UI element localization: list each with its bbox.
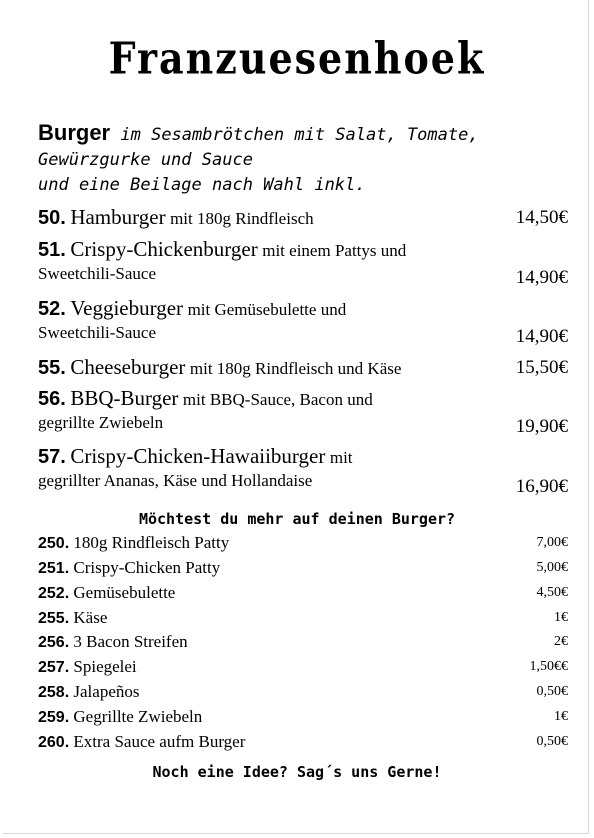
item-number: 57. [38, 446, 66, 468]
extra-item [38, 682, 568, 704]
footer-note: Noch eine Idee? Sag´s uns Gerne! [152, 763, 442, 781]
extra-price: 4,50€ [536, 585, 568, 600]
menu-item-55 [38, 355, 568, 380]
intro-line-3: und eine Beilage nach Wahl inkl. [38, 175, 366, 195]
item-number: 51. [38, 239, 66, 261]
item-number: 56. [38, 388, 66, 410]
extra-name: 180g Rindfleisch Patty [73, 533, 230, 552]
item-name: Crispy-Chickenburger [70, 237, 258, 261]
item-name: Crispy-Chicken-Hawaiiburger [70, 444, 326, 468]
menu-item-51 [38, 237, 568, 288]
extra-name: Käse [73, 608, 108, 627]
item-number: 55. [38, 357, 66, 379]
extra-item [38, 732, 568, 754]
extra-number: 260. [38, 734, 70, 751]
item-price: 15,50€ [515, 357, 568, 378]
item-price: 14,90€ [515, 267, 568, 288]
extra-item [38, 632, 568, 654]
item-description-cont: gegrillte Zwiebeln [38, 413, 164, 432]
item-number: 50. [38, 207, 66, 229]
section-heading: Burger [38, 120, 111, 145]
extra-price: 0,50€ [536, 734, 568, 749]
extra-number: 250. [38, 535, 70, 552]
extra-number: 251. [38, 560, 70, 577]
extra-number: 259. [38, 709, 70, 726]
item-price: 16,90€ [515, 476, 568, 497]
extra-name: Gegrillte Zwiebeln [73, 707, 203, 726]
extra-item [38, 583, 568, 605]
extra-number: 256. [38, 634, 70, 651]
extra-price: 2€ [554, 634, 568, 649]
extra-item [38, 533, 568, 555]
extra-item [38, 608, 568, 630]
item-name: Veggieburger [70, 296, 184, 320]
item-description: mit einem Pattys und [262, 241, 407, 260]
item-description-cont: gegrillter Ananas, Käse und Hollandaise [38, 471, 313, 490]
menu-item-57 [38, 444, 568, 497]
item-price: 19,90€ [515, 416, 568, 437]
intro-line-2: Gewürzgurke und Sauce [38, 150, 253, 170]
extra-name: Extra Sauce aufm Burger [73, 732, 246, 751]
item-price: 14,50€ [515, 207, 568, 228]
item-number: 52. [38, 298, 66, 320]
extra-number: 258. [38, 684, 70, 701]
item-name: Hamburger [70, 205, 166, 229]
intro-line-1: im Sesambrötchen mit Salat, Tomate, [120, 125, 479, 145]
extra-price: 1€ [554, 709, 568, 724]
extra-price: 0,50€ [536, 684, 568, 699]
extra-price: 5,00€ [536, 560, 568, 575]
menu-item-52 [38, 296, 568, 347]
extra-name: 3 Bacon Streifen [73, 632, 188, 651]
burger-intro [38, 120, 568, 198]
extra-item [38, 657, 568, 679]
item-description-cont: Sweetchili-Sauce [38, 323, 157, 342]
item-description-cont: Sweetchili-Sauce [38, 264, 157, 283]
item-description: mit 180g Rindfleisch [170, 209, 314, 228]
extra-price: 1€ [554, 610, 568, 625]
item-name: Cheeseburger [70, 355, 186, 379]
item-description: mit Gemüsebulette und [187, 300, 347, 319]
item-price: 14,90€ [515, 326, 568, 347]
extra-price: 7,00€ [536, 535, 568, 550]
extra-name: Spiegelei [73, 657, 137, 676]
extra-name: Jalapeños [73, 682, 140, 701]
item-description: mit BBQ-Sauce, Bacon und [182, 390, 373, 409]
extra-item [38, 707, 568, 729]
item-name: BBQ-Burger [70, 386, 179, 410]
extra-number: 255. [38, 610, 70, 627]
extra-name: Crispy-Chicken Patty [73, 558, 221, 577]
page-title: Franzuesenhoek [108, 32, 486, 84]
extra-number: 252. [38, 585, 70, 602]
menu-item-50 [38, 205, 568, 230]
extra-name: Gemüsebulette [73, 583, 176, 602]
extra-number: 257. [38, 659, 70, 676]
menu-item-56 [38, 386, 568, 437]
extra-price: 1,50€€ [529, 659, 568, 674]
item-description: mit [329, 448, 353, 467]
item-description: mit 180g Rindfleisch und Käse [189, 359, 402, 378]
extra-item [38, 558, 568, 580]
extras-heading: Möchtest du mehr auf deinen Burger? [138, 510, 456, 528]
